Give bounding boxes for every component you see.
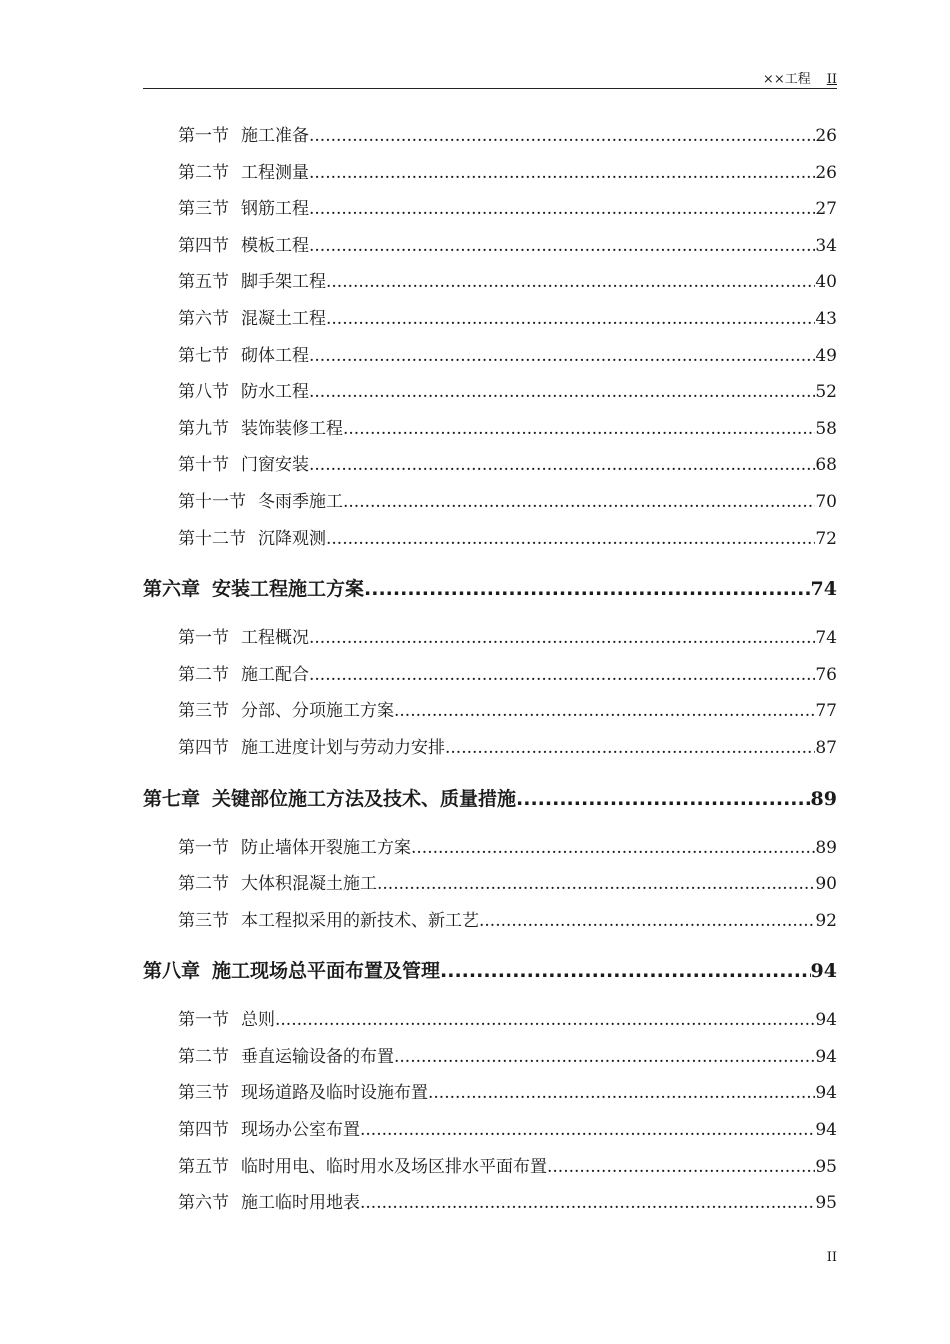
toc-dot-leader — [275, 1002, 815, 1039]
toc-entry-page: 87 — [815, 737, 837, 758]
toc-entry-page: 94 — [815, 1010, 837, 1031]
toc-entry-title: 工程测量 — [241, 162, 309, 183]
toc-entry-page: 89 — [810, 787, 837, 810]
toc-entry-page: 89 — [815, 837, 837, 858]
toc-dot-leader — [343, 484, 815, 521]
toc-entry-page: 94 — [815, 1046, 837, 1067]
toc-section-entry[interactable] — [143, 338, 837, 375]
toc-section-entry[interactable] — [143, 1039, 837, 1076]
toc-dot-leader — [479, 903, 815, 940]
toc-entry-page: 26 — [815, 162, 837, 183]
toc-dot-leader — [309, 374, 815, 411]
toc-entry-title: 钢筋工程 — [241, 199, 309, 220]
toc-entry-number: 第十节 — [178, 455, 229, 476]
toc-entry-number: 第二节 — [178, 162, 229, 183]
toc-dot-leader — [516, 774, 811, 824]
toc-chapter-entry[interactable] — [143, 946, 837, 996]
toc-entry-number: 第六章 — [143, 578, 201, 601]
header-right — [763, 68, 837, 87]
toc-entry-page: 77 — [815, 701, 837, 722]
toc-section-entry[interactable] — [143, 118, 837, 155]
toc-section-entry[interactable] — [143, 866, 837, 903]
toc-dot-leader — [326, 521, 815, 558]
toc-entry-title: 总则 — [241, 1010, 275, 1031]
toc-entry-title: 临时用电、临时用水及场区排水平面布置 — [241, 1156, 547, 1177]
toc-entry-title: 装饰装修工程 — [241, 418, 343, 439]
toc-entry-page: 90 — [815, 874, 837, 895]
toc-section-entry[interactable] — [143, 191, 837, 228]
toc-entry-page: 74 — [815, 628, 837, 649]
toc-entry-page: 92 — [815, 910, 837, 931]
toc-section-entry[interactable] — [143, 301, 837, 338]
toc-entry-page: 34 — [815, 235, 837, 256]
toc-section-entry[interactable] — [143, 374, 837, 411]
toc-dot-leader — [309, 118, 815, 155]
toc-section-entry[interactable] — [143, 1075, 837, 1112]
toc-entry-page: 26 — [815, 126, 837, 146]
toc-entry-title: 脚手架工程 — [241, 272, 326, 293]
toc-dot-leader — [309, 155, 815, 192]
toc-chapter-entry[interactable] — [143, 774, 837, 824]
toc-section-entry[interactable] — [143, 155, 837, 192]
toc-dot-leader — [377, 866, 815, 903]
toc-entry-page: 70 — [815, 491, 837, 512]
toc-section-entry[interactable] — [143, 1149, 837, 1186]
toc-entry-number: 第三节 — [178, 199, 229, 220]
toc-entry-number: 第八节 — [178, 382, 229, 403]
toc-entry-page: 72 — [815, 528, 837, 549]
toc-entry-page: 40 — [815, 272, 837, 293]
toc-dot-leader — [364, 564, 811, 614]
toc-dot-leader — [411, 830, 815, 867]
toc-entry-title: 模板工程 — [241, 235, 309, 256]
toc-section-entry[interactable] — [143, 903, 837, 940]
toc-section-entry[interactable] — [143, 830, 837, 867]
toc-section-entry[interactable] — [143, 693, 837, 730]
toc-entry-title: 安装工程施工方案 — [212, 578, 365, 601]
toc-entry-number: 第五节 — [178, 1156, 229, 1177]
toc-dot-leader — [309, 657, 815, 694]
toc-entry-title: 冬雨季施工 — [258, 491, 343, 512]
toc-entry-number: 第一节 — [178, 628, 229, 649]
toc-entry-number: 第七章 — [143, 787, 201, 810]
toc-dot-leader — [309, 447, 815, 484]
toc-entry-title: 门窗安装 — [241, 455, 309, 476]
toc-entry-title: 防水工程 — [241, 382, 309, 403]
toc-section-entry[interactable] — [143, 521, 837, 558]
toc-entry-page: 58 — [815, 418, 837, 439]
toc-entry-number: 第二节 — [178, 1046, 229, 1067]
header-page-number: II — [826, 72, 837, 87]
toc-entry-title: 防止墙体开裂施工方案 — [241, 837, 411, 858]
toc-entry-number: 第一节 — [178, 126, 229, 146]
toc-entry-number: 第五节 — [178, 272, 229, 293]
toc-dot-leader — [309, 338, 815, 375]
toc-dot-leader — [326, 264, 815, 301]
toc-chapter-entry[interactable] — [143, 564, 837, 614]
toc-entry-title: 现场办公室布置 — [241, 1120, 360, 1141]
toc-dot-leader — [343, 411, 815, 448]
toc-entry-title: 关键部位施工方法及技术、质量措施 — [212, 787, 517, 810]
toc-entry-title: 本工程拟采用的新技术、新工艺 — [241, 910, 479, 931]
toc-entry-title: 施工进度计划与劳动力安排 — [241, 737, 445, 758]
toc-entry-number: 第二节 — [178, 664, 229, 685]
toc-section-entry[interactable] — [143, 620, 837, 657]
toc-entry-page: 94 — [815, 1120, 837, 1141]
toc-entry-title: 沉降观测 — [258, 528, 326, 549]
toc-entry-number: 第一节 — [178, 837, 229, 858]
toc-section-entry[interactable] — [143, 411, 837, 448]
toc-section-entry[interactable] — [143, 228, 837, 265]
toc-entry-number: 第十二节 — [178, 528, 246, 549]
toc-entry-title: 施工现场总平面布置及管理 — [212, 960, 441, 983]
toc-entry-title: 分部、分项施工方案 — [241, 701, 394, 722]
toc-entry-title: 砌体工程 — [241, 345, 309, 366]
toc-entry-title: 施工配合 — [241, 664, 309, 685]
toc-dot-leader — [360, 1185, 815, 1222]
toc-dot-leader — [394, 1039, 815, 1076]
toc-section-entry[interactable] — [143, 1112, 837, 1149]
toc-entry-number: 第三节 — [178, 1083, 229, 1104]
toc-section-entry[interactable] — [143, 1185, 837, 1222]
toc-entry-number: 第三节 — [178, 701, 229, 722]
toc-entry-page: 94 — [815, 1083, 837, 1104]
toc-entry-number: 第八章 — [143, 960, 201, 983]
toc-entry-title: 现场道路及临时设施布置 — [241, 1083, 428, 1104]
toc-dot-leader — [428, 1075, 815, 1112]
toc-entry-number: 第十一节 — [178, 491, 246, 512]
toc-entry-number: 第一节 — [178, 1010, 229, 1031]
toc-entry-page: 94 — [810, 960, 837, 983]
toc-section-entry[interactable] — [143, 657, 837, 694]
toc-section-entry[interactable] — [143, 1002, 837, 1039]
header-title: ××工程 — [762, 72, 811, 87]
toc-dot-leader — [394, 693, 815, 730]
toc-entry-number: 第三节 — [178, 910, 229, 931]
toc-entry-page: 68 — [815, 455, 837, 476]
toc-section-entry[interactable] — [143, 484, 837, 521]
toc-entry-title: 混凝土工程 — [241, 308, 326, 329]
toc-section-entry[interactable] — [143, 264, 837, 301]
toc-entry-title: 工程概况 — [241, 628, 309, 649]
table-of-contents — [143, 118, 837, 1222]
toc-entry-number: 第六节 — [178, 308, 229, 329]
toc-entry-number: 第四节 — [178, 1120, 229, 1141]
toc-entry-title: 施工准备 — [241, 126, 309, 146]
toc-entry-page: 52 — [815, 382, 837, 403]
toc-entry-number: 第六节 — [178, 1193, 229, 1214]
toc-section-entry[interactable] — [143, 447, 837, 484]
toc-entry-page: 43 — [815, 308, 837, 329]
toc-entry-number: 第四节 — [178, 737, 229, 758]
toc-entry-page: 74 — [810, 578, 837, 601]
toc-entry-page: 95 — [815, 1193, 837, 1214]
toc-entry-page: 27 — [815, 199, 837, 220]
toc-entry-title: 垂直运输设备的布置 — [241, 1046, 394, 1067]
toc-dot-leader — [309, 228, 815, 265]
toc-entry-title: 大体积混凝土施工 — [241, 874, 377, 895]
toc-dot-leader — [309, 191, 815, 228]
toc-entry-number: 第七节 — [178, 345, 229, 366]
toc-dot-leader — [309, 620, 815, 657]
page-footer-number: II — [826, 1250, 837, 1265]
toc-dot-leader — [440, 946, 811, 996]
toc-dot-leader — [326, 301, 815, 338]
toc-entry-number: 第九节 — [178, 418, 229, 439]
toc-entry-number: 第二节 — [178, 874, 229, 895]
toc-entry-page: 76 — [815, 664, 837, 685]
toc-dot-leader — [445, 730, 815, 767]
toc-section-entry[interactable] — [143, 730, 837, 767]
toc-entry-page: 49 — [815, 345, 837, 366]
toc-entry-title: 施工临时用地表 — [241, 1193, 360, 1214]
toc-dot-leader — [360, 1112, 815, 1149]
toc-entry-page: 95 — [815, 1156, 837, 1177]
toc-dot-leader — [547, 1149, 815, 1186]
page-header — [143, 66, 837, 89]
toc-entry-number: 第四节 — [178, 235, 229, 256]
